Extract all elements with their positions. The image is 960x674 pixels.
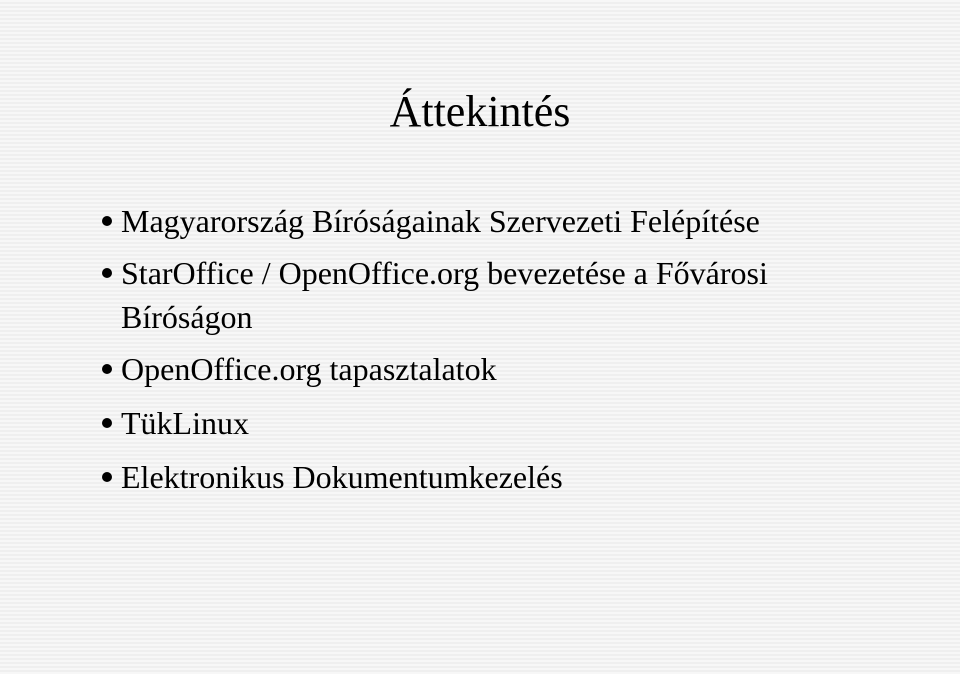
list-item xyxy=(102,453,902,502)
bullet-dot-icon xyxy=(102,418,112,428)
bullet-dot-icon xyxy=(102,364,112,374)
bullet-list xyxy=(102,197,902,508)
bullet-text: TükLinux xyxy=(121,405,249,441)
slide-title: Áttekintés xyxy=(389,87,571,136)
bullet-dot-icon xyxy=(102,268,112,278)
bullet-text: Elektronikus Dokumentumkezelés xyxy=(121,459,563,495)
list-item xyxy=(102,197,902,246)
bullet-text: OpenOffice.org tapasztalatok xyxy=(121,351,497,387)
list-item xyxy=(102,399,902,448)
list-item xyxy=(102,345,902,394)
list-item xyxy=(102,251,881,339)
bullet-dot-icon xyxy=(102,216,112,226)
bullet-text: StarOffice / OpenOffice.org bevezetése a Fővárosi Bíróságon xyxy=(121,255,768,335)
bullet-dot-icon xyxy=(102,472,112,482)
bullet-text: Magyarország Bíróságainak Szervezeti Felépítése xyxy=(121,203,760,239)
